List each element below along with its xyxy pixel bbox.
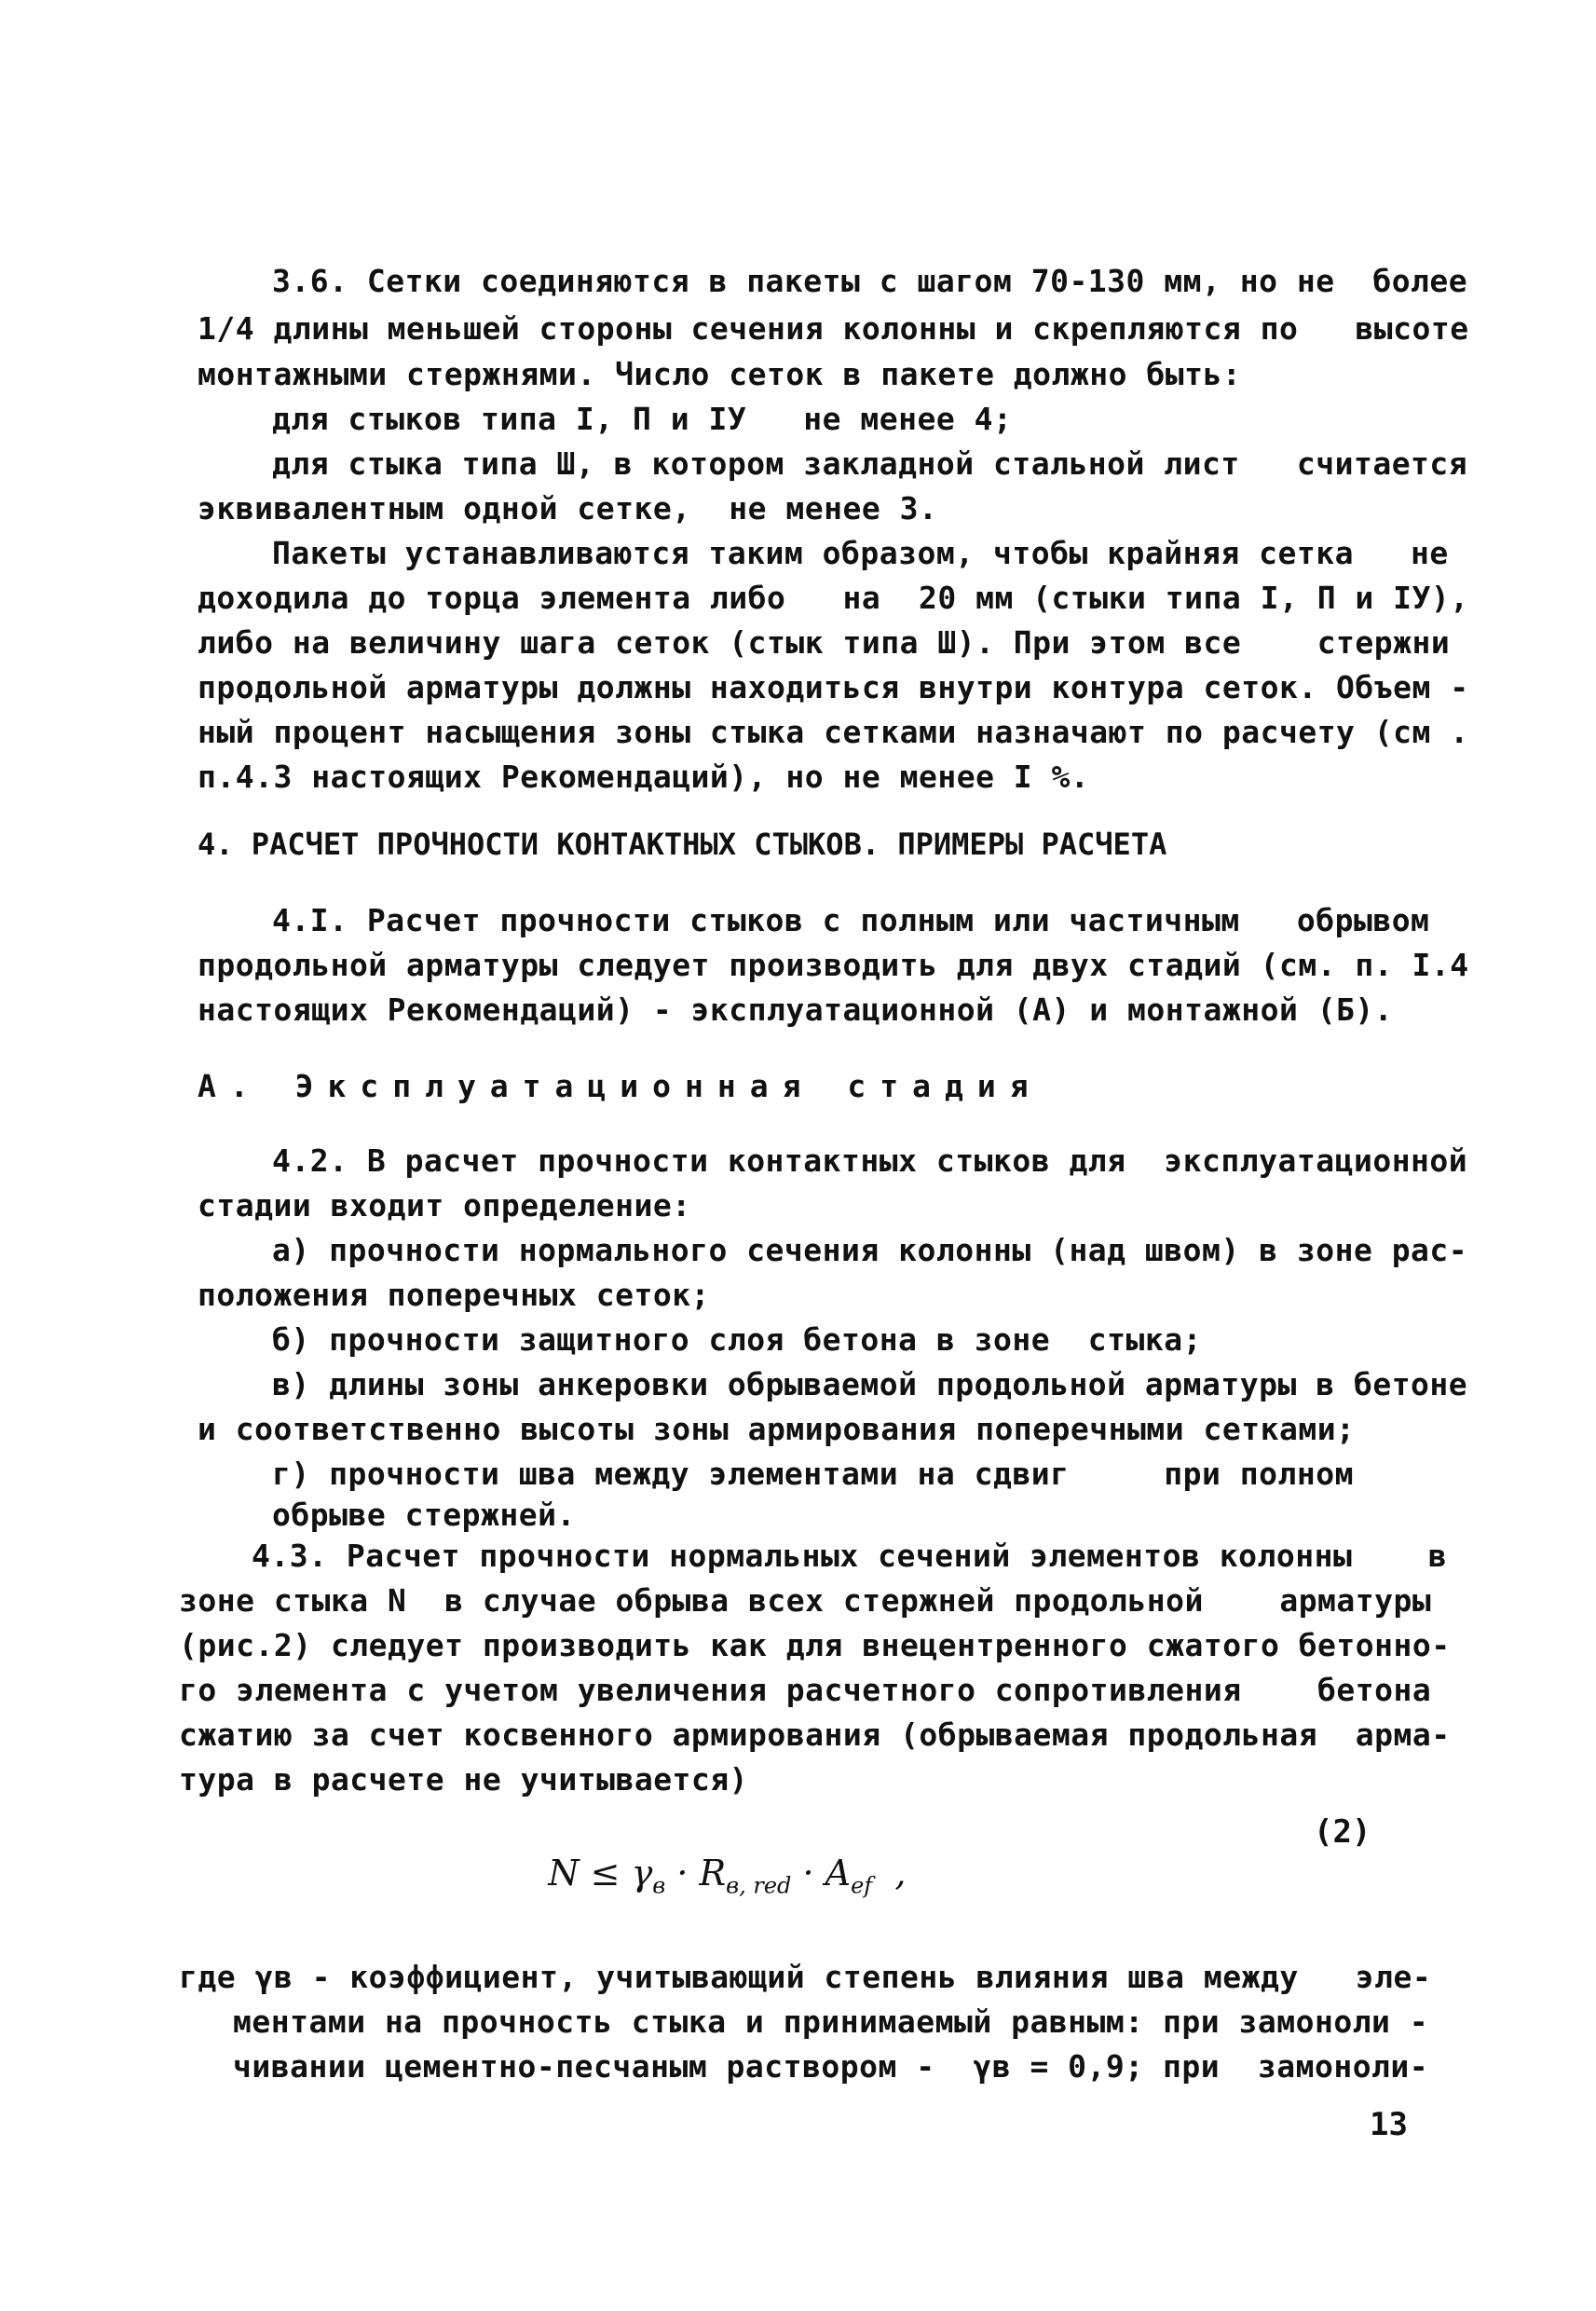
text-line: (рис.2) следует производить как для внецентренного сжатого бетонно- (179, 1627, 1451, 1663)
text-line: 3.6. Сетки соединяются в пакеты с шагом 70-130 мм, но не более (272, 263, 1468, 299)
equation-number: (2) (1314, 1813, 1371, 1851)
text-line: либо на величину шага сеток (стык типа Ш). При этом все стержни (198, 624, 1451, 661)
formula-subscript: в, red (726, 1872, 792, 1899)
text-line: монтажными стержнями. Число сеток в пакете должно быть: (198, 356, 1242, 392)
text-line: Пакеты устанавливаются таким образом, чтобы крайняя сетка не (272, 535, 1449, 571)
text-line: настоящих Рекомендаций) - эксплуатационной (А) и монтажной (Б). (198, 991, 1394, 1028)
text-line: продольной арматуры должны находиться внутри контура сеток. Объем - (198, 669, 1469, 705)
formula-part: · R (665, 1853, 727, 1894)
formula-part: · A (791, 1853, 852, 1894)
text-line: обрыве стержней. (272, 1497, 576, 1533)
text-line: 4.3. Расчет прочности нормальных сечений элементов колонны в (252, 1538, 1448, 1574)
text-line: зоне стыка N в случае обрыва всех стержней продольной арматуры (179, 1582, 1432, 1619)
text-line: а) прочности нормального сечения колонны (над швом) в зоне рас- (272, 1232, 1468, 1268)
text-line: стадии входит определение: (198, 1187, 691, 1224)
text-line: 4.I. Расчет прочности стыков с полным или частичным обрывом (272, 902, 1430, 938)
text-line: го элемента с учетом увеличения расчетного сопротивления бетона (179, 1672, 1432, 1708)
text-line: для стыков типа I, П и IУ не менее 4; (272, 401, 1013, 437)
text-line: б) прочности защитного слоя бетона в зоне стыка; (272, 1321, 1203, 1358)
text-line: тура в расчете не учитывается) (179, 1761, 749, 1798)
text-line: ментами на прочность стыка и принимаемый равным: при замоноли - (233, 2003, 1429, 2040)
formula-part: N ≤ γ (548, 1853, 653, 1894)
formula-subscript: в (652, 1872, 666, 1899)
text-line: 4.2. В расчет прочности контактных стыков для эксплуатационной (272, 1142, 1468, 1179)
text-line: г) прочности шва между элементами на сдвиг при полном (272, 1456, 1354, 1492)
section-heading: 4. РАСЧЕТ ПРОЧНОСТИ КОНТАКТНЫХ СТЫКОВ. ПРИМЕРЫ РАСЧЕТА (198, 827, 1167, 862)
text-line: 1/4 длины меньшей стороны сечения колонны и скрепляются по высоте (198, 310, 1469, 347)
text-line: ный процент насыщения зоны стыка сетками назначают по расчету (см . (198, 714, 1469, 750)
text-line: в) длины зоны анкеровки обрываемой продольной арматуры в бетоне (272, 1366, 1468, 1402)
text-line: продольной арматуры следует производить для двух стадий (см. п. I.4 (198, 947, 1469, 983)
text-line: п.4.3 настоящих Рекомендаций), но не менее I %. (198, 759, 1090, 795)
text-line: эквивалентным одной сетке, не менее 3. (198, 490, 938, 526)
text-line: положения поперечных сеток; (198, 1277, 710, 1313)
text-line: сжатию за счет косвенного армирования (обрываемая продольная арма- (179, 1716, 1451, 1753)
page-number: 13 (1370, 2106, 1408, 2143)
formula-subscript: ef (851, 1872, 873, 1899)
formula (503, 1812, 906, 1940)
text-line: для стыка типа Ш, в котором закладной стальной лист считается (272, 445, 1468, 482)
text-line: доходила до торца элемента либо на 20 мм (стыки типа I, П и IУ), (198, 580, 1469, 616)
subheading: А. Эксплуатационная стадия (198, 1068, 1043, 1104)
formula-part: , (872, 1853, 907, 1894)
text-line: где γв - коэффициент, учитывающий степень влияния шва между эле- (179, 1959, 1432, 1995)
text-line: чивании цементно-песчаным раствором - γв = 0,9; при замоноли- (233, 2048, 1429, 2085)
text-line: и соответственно высоты зоны армирования поперечными сетками; (198, 1411, 1356, 1447)
